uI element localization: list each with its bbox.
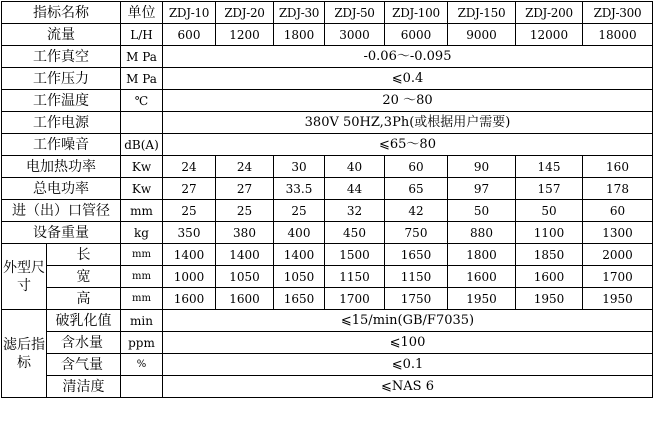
row-pressure xyxy=(2,68,653,90)
cell-value: 750 xyxy=(385,222,448,244)
row-unit: min xyxy=(121,310,163,332)
cell-value: 1950 xyxy=(448,288,516,310)
cell-value: 1950 xyxy=(516,288,583,310)
cell-value: 1300 xyxy=(583,222,653,244)
row-weight xyxy=(2,222,653,244)
cell-value: 1200 xyxy=(216,24,274,46)
row-unit: mm xyxy=(121,200,163,222)
cell-value: 400 xyxy=(274,222,325,244)
cell-value: 1600 xyxy=(163,288,216,310)
cell-value: 60 xyxy=(583,200,653,222)
header-model: ZDJ-20 xyxy=(216,2,274,24)
cell-value: 1650 xyxy=(385,244,448,266)
cell-merged-value: ⩽100 xyxy=(163,332,653,354)
row-vacuum xyxy=(2,46,653,68)
cell-merged-value: ⩽0.4 xyxy=(163,68,653,90)
cell-value: 1600 xyxy=(448,266,516,288)
cell-merged-value: 380V 50HZ,3Ph(或根据用户需要) xyxy=(163,112,653,134)
row-label: 含水量 xyxy=(47,332,121,354)
header-unit: 单位 xyxy=(121,2,163,24)
cell-value: 24 xyxy=(163,156,216,178)
cell-value: 1800 xyxy=(448,244,516,266)
row-label: 破乳化值 xyxy=(47,310,121,332)
cell-value: 1400 xyxy=(216,244,274,266)
row-unit: L/H xyxy=(121,24,163,46)
row-heating-power xyxy=(2,156,653,178)
cell-value: 6000 xyxy=(385,24,448,46)
cell-value: 157 xyxy=(516,178,583,200)
cell-value: 25 xyxy=(163,200,216,222)
cell-value: 1600 xyxy=(216,288,274,310)
cell-value: 1150 xyxy=(385,266,448,288)
row-label: 宽 xyxy=(47,266,121,288)
cell-value: 3000 xyxy=(325,24,385,46)
row-unit: dB(A) xyxy=(121,134,163,156)
row-unit: % xyxy=(121,354,163,376)
row-gas-content xyxy=(2,354,653,376)
row-flow xyxy=(2,24,653,46)
header-model: ZDJ-150 xyxy=(448,2,516,24)
cell-merged-value: ⩽NAS 6 xyxy=(163,376,653,398)
row-label: 工作噪音 xyxy=(2,134,121,156)
cell-value: 33.5 xyxy=(274,178,325,200)
cell-value: 27 xyxy=(163,178,216,200)
cell-value: 25 xyxy=(216,200,274,222)
cell-value: 1100 xyxy=(516,222,583,244)
row-height xyxy=(2,288,653,310)
cell-value: 12000 xyxy=(516,24,583,46)
header-model: ZDJ-10 xyxy=(163,2,216,24)
cell-value: 1500 xyxy=(325,244,385,266)
cell-merged-value: ⩽0.1 xyxy=(163,354,653,376)
row-unit: M Pa xyxy=(121,46,163,68)
cell-value: 1950 xyxy=(583,288,653,310)
header-row xyxy=(2,2,653,24)
row-temperature xyxy=(2,90,653,112)
row-power-supply xyxy=(2,112,653,134)
cell-value: 380 xyxy=(216,222,274,244)
row-unit: M Pa xyxy=(121,68,163,90)
row-unit: Kw xyxy=(121,156,163,178)
row-unit: mm xyxy=(121,266,163,288)
cell-value: 50 xyxy=(448,200,516,222)
cell-value: 145 xyxy=(516,156,583,178)
cell-value: 60 xyxy=(385,156,448,178)
cell-value: 30 xyxy=(274,156,325,178)
cell-value: 1150 xyxy=(325,266,385,288)
cell-value: 97 xyxy=(448,178,516,200)
cell-value: 2000 xyxy=(583,244,653,266)
row-label: 长 xyxy=(47,244,121,266)
cell-value: 1600 xyxy=(516,266,583,288)
row-unit xyxy=(121,376,163,398)
cell-value: 450 xyxy=(325,222,385,244)
row-noise xyxy=(2,134,653,156)
cell-value: 1700 xyxy=(583,266,653,288)
row-unit: mm xyxy=(121,288,163,310)
row-unit: ppm xyxy=(121,332,163,354)
row-total-power xyxy=(2,178,653,200)
cell-value: 178 xyxy=(583,178,653,200)
row-label: 进（出）口管径 xyxy=(2,200,121,222)
row-label: 工作温度 xyxy=(2,90,121,112)
cell-value: 65 xyxy=(385,178,448,200)
cell-value: 50 xyxy=(516,200,583,222)
spec-table xyxy=(1,1,653,398)
row-cleanliness xyxy=(2,376,653,398)
row-demulsification xyxy=(2,310,653,332)
cell-value: 160 xyxy=(583,156,653,178)
row-label: 工作电源 xyxy=(2,112,121,134)
cell-value: 1400 xyxy=(274,244,325,266)
header-param: 指标名称 xyxy=(2,2,121,24)
cell-value: 32 xyxy=(325,200,385,222)
row-label: 清洁度 xyxy=(47,376,121,398)
cell-value: 42 xyxy=(385,200,448,222)
cell-merged-value: -0.06～-0.095 xyxy=(163,46,653,68)
row-label: 设备重量 xyxy=(2,222,121,244)
group-label-filtration: 滤后指标 xyxy=(2,310,47,398)
cell-value: 1400 xyxy=(163,244,216,266)
row-label: 工作真空 xyxy=(2,46,121,68)
cell-value: 1650 xyxy=(274,288,325,310)
cell-value: 880 xyxy=(448,222,516,244)
cell-value: 1050 xyxy=(274,266,325,288)
header-model: ZDJ-300 xyxy=(583,2,653,24)
row-unit: Kw xyxy=(121,178,163,200)
cell-value: 90 xyxy=(448,156,516,178)
group-label-dimensions: 外型尺寸 xyxy=(2,244,47,310)
header-model: ZDJ-30 xyxy=(274,2,325,24)
row-water-content xyxy=(2,332,653,354)
cell-value: 350 xyxy=(163,222,216,244)
cell-merged-value: 20 ～80 xyxy=(163,90,653,112)
row-unit xyxy=(121,112,163,134)
cell-value: 27 xyxy=(216,178,274,200)
cell-merged-value: ⩽65～80 xyxy=(163,134,653,156)
row-unit: mm xyxy=(121,244,163,266)
header-model: ZDJ-200 xyxy=(516,2,583,24)
row-label: 高 xyxy=(47,288,121,310)
row-unit: ℃ xyxy=(121,90,163,112)
cell-value: 24 xyxy=(216,156,274,178)
cell-merged-value: ⩽15/min(GB/F7035) xyxy=(163,310,653,332)
cell-value: 1850 xyxy=(516,244,583,266)
row-label: 总电功率 xyxy=(2,178,121,200)
row-label: 含气量 xyxy=(47,354,121,376)
cell-value: 1700 xyxy=(325,288,385,310)
row-pipe-diameter xyxy=(2,200,653,222)
cell-value: 1000 xyxy=(163,266,216,288)
cell-value: 600 xyxy=(163,24,216,46)
cell-value: 44 xyxy=(325,178,385,200)
header-model: ZDJ-50 xyxy=(325,2,385,24)
header-model: ZDJ-100 xyxy=(385,2,448,24)
row-label: 电加热功率 xyxy=(2,156,121,178)
cell-value: 9000 xyxy=(448,24,516,46)
row-unit: kg xyxy=(121,222,163,244)
cell-value: 1750 xyxy=(385,288,448,310)
row-width xyxy=(2,266,653,288)
row-label: 流量 xyxy=(2,24,121,46)
cell-value: 18000 xyxy=(583,24,653,46)
cell-value: 1050 xyxy=(216,266,274,288)
cell-value: 25 xyxy=(274,200,325,222)
cell-value: 1800 xyxy=(274,24,325,46)
cell-value: 40 xyxy=(325,156,385,178)
row-label: 工作压力 xyxy=(2,68,121,90)
row-length xyxy=(2,244,653,266)
